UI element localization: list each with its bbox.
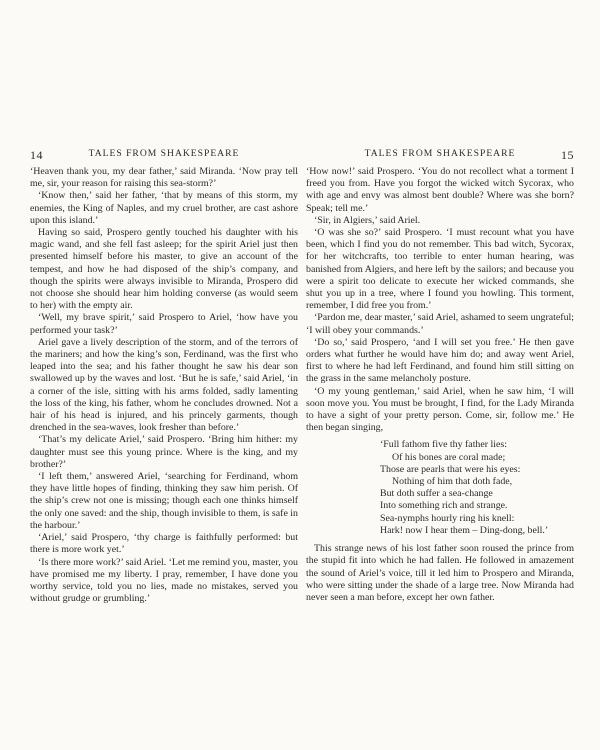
paragraph: ‘Sir, in Algiers,’ said Ariel. xyxy=(314,214,421,226)
left-page-text xyxy=(30,166,298,605)
verse-line: ‘Full fathom five thy father lies: xyxy=(380,439,507,451)
paragraph: ‘That’s my delicate Ariel,’ said Prospero. ‘Bring him hither: my daughter must see this young prince. Where is the king, and my brother?’ xyxy=(30,434,298,470)
left-page-number: 14 xyxy=(30,148,43,162)
paragraph: ‘Do so,’ said Prospero, ‘and I will set you free.’ He then gave orders what further he would have him do; and away went Ariel, first to where he had left Ferdinand, and found him still sitting on the grass in the same melancholy posture. xyxy=(306,336,574,385)
paragraph: ‘I left them,’ answered Ariel, ‘searching for Ferdinand, whom they have little hopes of finding, thinking they saw him perish. Of the ship’s crew not one is missing; though each one thinks himself the only one saved: and the ship, though invisible to them, is safe in the harbour.’ xyxy=(30,471,298,531)
verse-line: Hark! now I hear them – Ding-dong, bell.’ xyxy=(380,524,549,536)
verse-line: But doth suffer a sea-change xyxy=(380,488,493,500)
verse-line: Those are pearls that were his eyes: xyxy=(380,463,521,475)
paragraph: Ariel gave a lively description of the storm, and of the terrors of the mariners; and how the king’s son, Ferdinand, was the first who leaped into the sea; and his father thought he saw his dear son swallowed up by the waves and lost. ‘But he is safe,’ said Ariel, ‘in a corner of the isle, sitting with his arms folded, sadly lamenting the loss of the king, his father, whom he concludes drowned. Not a hair of his head is injured, and his princely garments, though drenched in the sea-waves, look fresher than before.’ xyxy=(30,336,298,434)
paragraph: ‘Is there more work?’ said Ariel. ‘Let me remind you, master, you have promised me my liberty. I pray, remember, I have done you worthy service, told you no lies, made no mistakes, served you without grudge or grumbling.’ xyxy=(30,556,298,605)
paragraph: This strange news of his lost father soon roused the prince from the stupid fit into which he had fallen. He followed in amazement the sound of Ariel’s voice, till it led him to Prospero and Miranda, who were sitting under the shade of a large tree. Now Miranda had never seen a man before, except her own father. xyxy=(306,543,574,603)
verse-line: Nothing of him that doth fade, xyxy=(392,476,513,488)
song-verse xyxy=(306,439,574,537)
right-page-number: 15 xyxy=(561,148,574,162)
verse-line: Sea-nymphs hourly ring his knell: xyxy=(380,512,515,524)
right-page-header xyxy=(306,148,574,162)
left-page xyxy=(30,148,298,605)
paragraph: ‘Well, my brave spirit,’ said Prospero to Ariel, ‘how have you performed your task?’ xyxy=(30,312,298,336)
right-page xyxy=(306,148,574,604)
paragraph: Having so said, Prospero gently touched his daughter with his magic wand, and she fell fast asleep; for the spirit Ariel just then presented himself before his master, to give an account of the tempest, and how he had disposed of the ship’s company, and though the spirits were always invisible to Miranda, Prospero did not choose she should hear him holding converse (as would seem to her) with the empty air. xyxy=(30,227,298,312)
left-page-header xyxy=(30,148,298,162)
paragraph: ‘How now!’ said Prospero. ‘You do not recollect what a torment I freed you from. Have you forgot the wicked witch Sycorax, who with age and envy was almost bent double? Where was she born? Speak; tell me.’ xyxy=(306,166,574,214)
right-page-text xyxy=(306,166,574,604)
paragraph: ‘Ariel,’ said Prospero, ‘thy charge is faithfully performed: but there is more work yet.’ xyxy=(30,532,298,556)
paragraph: ‘O was she so?’ said Prospero. ‘I must recount what you have been, which I find you do not remember. This bad witch, Sycorax, for her witchcrafts, too terrible to enter human hearing, was banished from Algiers, and here left by the sailors; and because you were a spirit too delicate to execute her wicked commands, she shut you up in a tree, where I found you howling. This torment, remember, I did free you from.’ xyxy=(306,227,574,312)
right-running-head: TALES FROM SHAKESPEARE xyxy=(364,148,516,159)
verse-line: Of his bones are coral made; xyxy=(392,451,506,463)
paragraph: ‘Pardon me, dear master,’ said Ariel, ashamed to seem ungrateful; ‘I will obey your commands.’ xyxy=(306,312,574,336)
paragraph: ‘O my young gentleman,’ said Ariel, when he saw him, ‘I will soon move you. You must be brought, I find, for the Lady Miranda to have a sight of your pretty person. Come, sir, follow me.’ He then began singing, xyxy=(306,385,574,434)
paragraph: ‘Know then,’ said her father, ‘that by means of this storm, my enemies, the King of Naples, and my cruel brother, are cast ashore upon this island.’ xyxy=(30,190,298,226)
paragraph: ‘Heaven thank you, my dear father,’ said Miranda. ‘Now pray tell me, sir, your reason for raising this sea-storm?’ xyxy=(30,166,298,190)
left-running-head: TALES FROM SHAKESPEARE xyxy=(88,148,240,159)
verse-line: Into something rich and strange. xyxy=(380,500,508,512)
